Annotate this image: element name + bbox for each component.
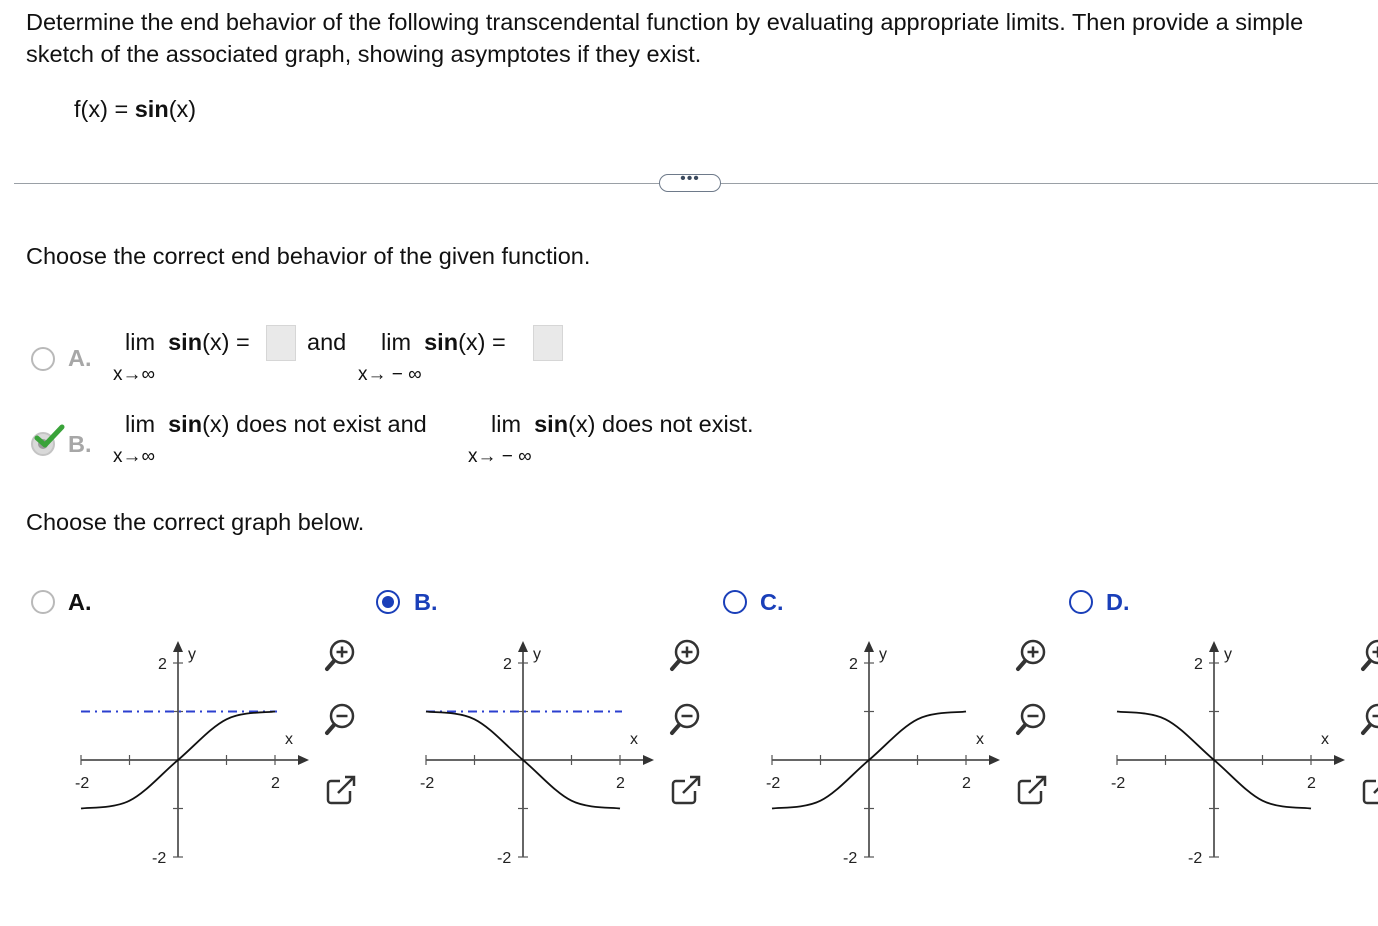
sin-word: sin	[168, 329, 203, 355]
zoom-out-icon[interactable]	[1356, 698, 1378, 740]
sin-word: sin	[424, 329, 459, 355]
q1-option-a-and: and	[307, 329, 347, 355]
x-axis-label: x	[976, 731, 984, 748]
q2-option-c-radio[interactable]	[723, 590, 747, 614]
arg-text: (x) does not exist.	[568, 411, 754, 437]
y-axis-arrow	[864, 641, 874, 652]
graph-c[interactable]	[751, 625, 1021, 865]
lens-handle	[1363, 661, 1370, 669]
q1-option-a-letter: A.	[68, 345, 92, 371]
function-prefix: f(x) =	[74, 96, 135, 122]
question1-prompt: Choose the correct end behavior of the given function.	[26, 243, 591, 269]
lens-handle	[1363, 725, 1370, 733]
lim-word: lim	[381, 329, 412, 355]
more-button[interactable]: •••	[659, 174, 721, 192]
open-external-icon[interactable]	[665, 769, 707, 811]
x-tick-label-neg2: -2	[1111, 775, 1126, 792]
x-axis-arrow	[989, 755, 1000, 765]
y-axis-label: y	[879, 646, 887, 663]
y-tick-label-neg2: -2	[843, 850, 858, 865]
lens-handle	[672, 661, 679, 669]
x-axis-arrow	[1334, 755, 1345, 765]
x-axis-arrow	[643, 755, 654, 765]
q1-option-b-letter: B.	[68, 431, 92, 457]
lim-word: lim	[125, 411, 156, 437]
q1-option-b-limit-neg	[491, 411, 754, 438]
y-tick-label-2: 2	[1194, 656, 1203, 673]
question2-prompt: Choose the correct graph below.	[26, 509, 365, 535]
x-tick-label-neg2: -2	[75, 775, 90, 792]
x-axis-label: x	[1321, 731, 1329, 748]
q1-option-b-sub-pos: x→∞	[113, 446, 156, 467]
y-axis-label: y	[188, 646, 196, 663]
x-axis-label: x	[630, 731, 638, 748]
y-axis-arrow	[518, 641, 528, 652]
x-tick-label-2: 2	[271, 775, 280, 792]
q2-option-a-letter: A.	[68, 589, 92, 615]
q2-option-d-letter: D.	[1106, 589, 1130, 615]
q2-option-d-radio[interactable]	[1069, 590, 1093, 614]
q2-option-b-radio[interactable]	[376, 590, 400, 614]
y-tick-label-2: 2	[158, 656, 167, 673]
check-icon	[34, 424, 66, 450]
zoom-out-icon[interactable]	[320, 698, 362, 740]
q1-option-a-radio[interactable]	[31, 347, 55, 371]
lens-handle	[1018, 661, 1025, 669]
zoom-out-icon[interactable]	[1011, 698, 1053, 740]
lim-word: lim	[125, 329, 156, 355]
function-display	[74, 96, 196, 123]
x-tick-label-neg2: -2	[420, 775, 435, 792]
q1-option-a-limit-neg	[381, 329, 506, 356]
arg-text: (x) =	[202, 329, 250, 355]
q1-option-a-sub-neg: x→ − ∞	[358, 364, 422, 385]
q1-option-a-answer-box-neg[interactable]	[533, 325, 563, 361]
y-tick-label-neg2: -2	[1188, 850, 1203, 865]
graph-b[interactable]	[405, 625, 675, 865]
q1-option-a-answer-box-pos[interactable]	[266, 325, 296, 361]
q2-option-c-letter: C.	[760, 589, 784, 615]
x-tick-label-2: 2	[616, 775, 625, 792]
y-axis-arrow	[173, 641, 183, 652]
x-axis-label: x	[285, 731, 293, 748]
graph-a[interactable]	[60, 625, 330, 865]
function-arg: (x)	[168, 96, 197, 122]
lens-handle	[327, 725, 334, 733]
lens-handle	[327, 661, 334, 669]
q1-option-b-limit-pos	[125, 411, 427, 438]
y-axis-arrow	[1209, 641, 1219, 652]
arg-text: (x) does not exist and	[202, 411, 427, 437]
x-tick-label-2: 2	[962, 775, 971, 792]
y-axis-label: y	[1224, 646, 1232, 663]
y-tick-label-2: 2	[849, 656, 858, 673]
zoom-in-icon[interactable]	[665, 634, 707, 676]
q2-option-b-letter: B.	[414, 589, 438, 615]
x-tick-label-neg2: -2	[766, 775, 781, 792]
zoom-out-icon[interactable]	[665, 698, 707, 740]
arg-text: (x) =	[458, 329, 506, 355]
sin-word: sin	[534, 411, 569, 437]
graph-d[interactable]	[1096, 625, 1366, 865]
open-external-icon[interactable]	[1011, 769, 1053, 811]
q1-option-a-limit-pos	[125, 329, 250, 356]
q1-option-b-sub-neg: x→ − ∞	[468, 446, 532, 467]
q2-option-a-radio[interactable]	[31, 590, 55, 614]
lens-handle	[672, 725, 679, 733]
x-axis-arrow	[298, 755, 309, 765]
q1-option-a-sub-pos: x→∞	[113, 364, 156, 385]
y-tick-label-neg2: -2	[152, 850, 167, 865]
zoom-in-icon[interactable]	[1356, 634, 1378, 676]
lens-handle	[1018, 725, 1025, 733]
open-external-icon[interactable]	[320, 769, 362, 811]
lim-word: lim	[491, 411, 522, 437]
y-axis-label: y	[533, 646, 541, 663]
zoom-in-icon[interactable]	[1011, 634, 1053, 676]
y-tick-label-2: 2	[503, 656, 512, 673]
open-external-icon[interactable]	[1356, 769, 1378, 811]
instructions: Determine the end behavior of the following transcendental function by evaluating appropriate limits. Then provide a simple sketch of the associated graph, showing asymptotes if they exist.	[26, 9, 1304, 67]
function-name: sin	[134, 96, 169, 122]
y-tick-label-neg2: -2	[497, 850, 512, 865]
sin-word: sin	[168, 411, 203, 437]
zoom-in-icon[interactable]	[320, 634, 362, 676]
x-tick-label-2: 2	[1307, 775, 1316, 792]
